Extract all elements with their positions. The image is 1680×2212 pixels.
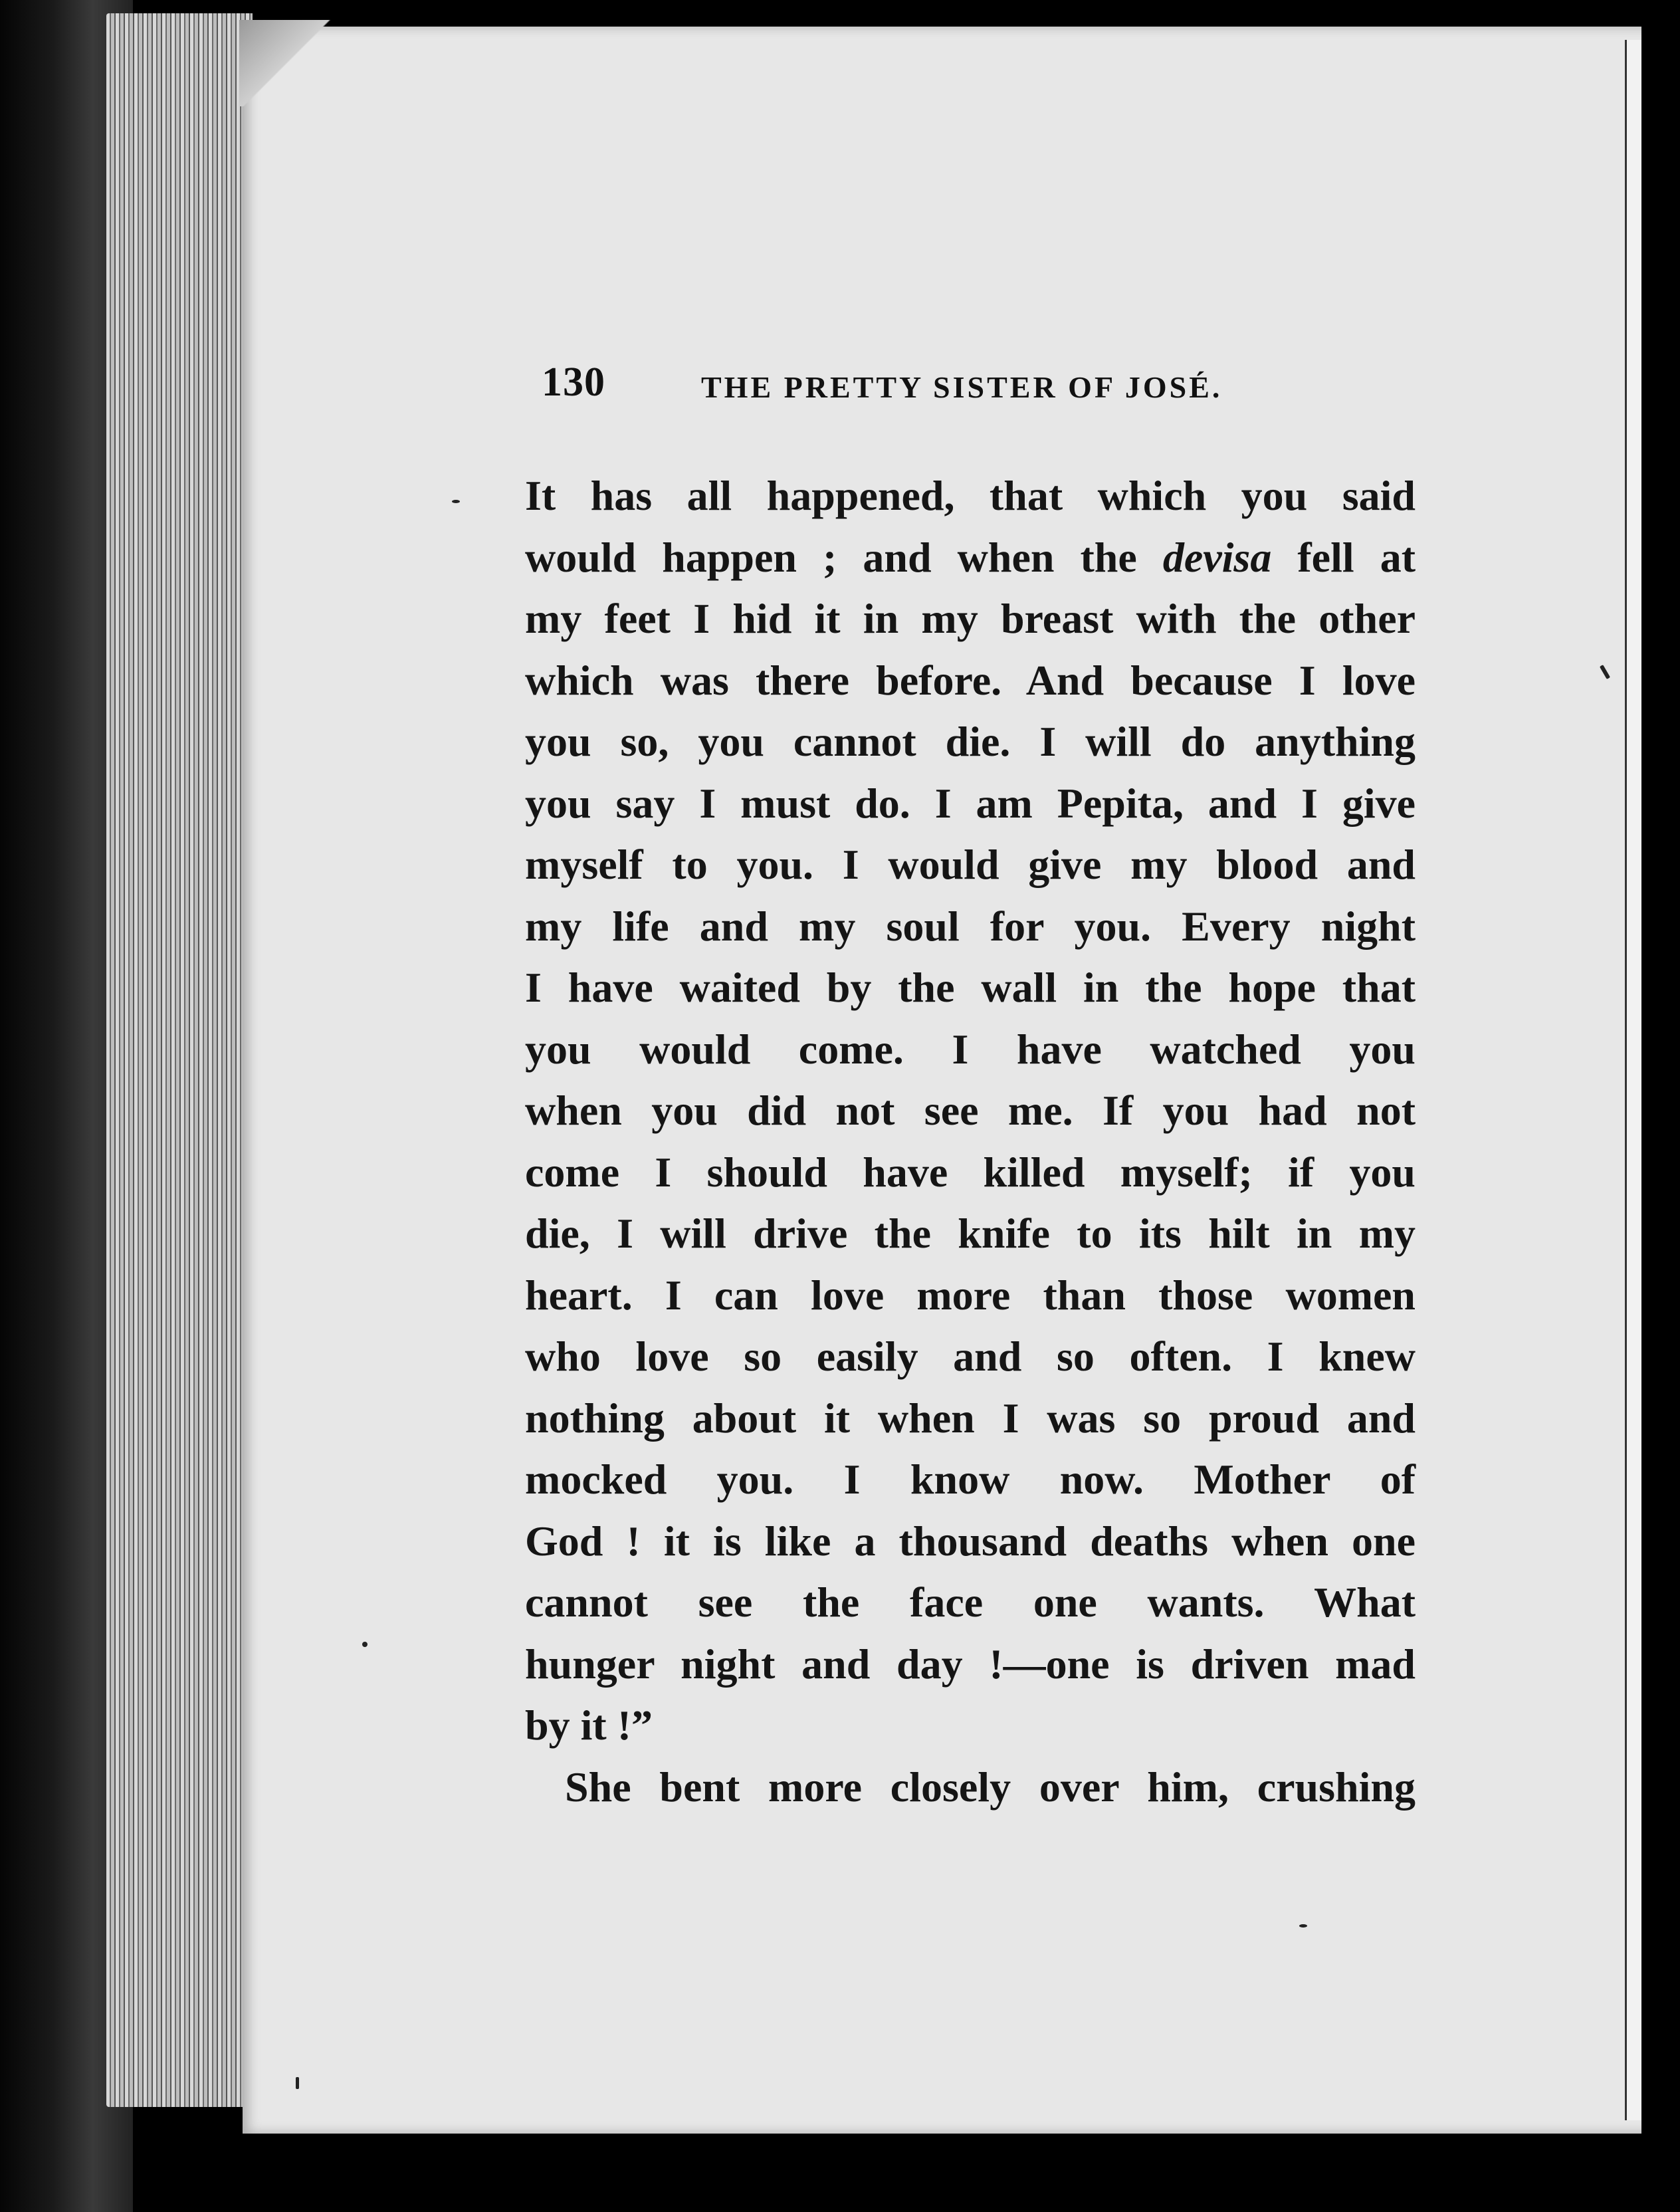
text-line: She bent more closely over him, crushing: [565, 1763, 1416, 1811]
body-text: [525, 465, 1416, 1818]
text-line: you so, you cannot die. I will do anything: [525, 718, 1416, 765]
text-line: come I should have killed myself; if you: [525, 1148, 1416, 1196]
scan-border-right: [1641, 0, 1680, 2212]
text-line: who love so easily and so often. I knew: [525, 1333, 1416, 1380]
text-segment: fell at: [1271, 533, 1416, 581]
text-line: myself to you. I would give my blood and: [525, 841, 1416, 888]
scan-speck: [1299, 1924, 1307, 1928]
running-head: [542, 356, 1273, 409]
text-line: you would come. I have watched you: [525, 1025, 1416, 1073]
italic-word: devisa: [1162, 533, 1272, 581]
text-line: nothing about it when I was so proud and: [525, 1394, 1416, 1442]
running-title: THE PRETTY SISTER OF JOSÉ.: [701, 370, 1223, 404]
scan-speck: [362, 1642, 368, 1647]
text-line: my life and my soul for you. Every night: [525, 902, 1416, 950]
page-stack-edges: [106, 13, 253, 2107]
text-line: It has all happened, that which you said: [525, 472, 1416, 519]
text-line: when you did not see me. If you had not: [525, 1087, 1416, 1134]
page-number: 130: [542, 360, 605, 405]
text-line: [525, 527, 1416, 589]
text-line: cannot see the face one wants. What: [525, 1579, 1416, 1626]
text-segment: would happen ; and when the: [525, 533, 1163, 581]
text-line: which was there before. And because I love: [525, 656, 1416, 704]
text-line: heart. I can love more than those women: [525, 1271, 1416, 1319]
scan-speck: [296, 2077, 299, 2089]
folded-corner: [239, 20, 352, 106]
text-line: you say I must do. I am Pepita, and I give: [525, 779, 1416, 827]
text-line: mocked you. I know now. Mother of: [525, 1456, 1416, 1503]
text-line: my feet I hid it in my breast with the other: [525, 595, 1416, 642]
text-line: hunger night and day !—one is driven mad: [525, 1640, 1416, 1688]
text-line: die, I will drive the knife to its hilt in my: [525, 1210, 1416, 1257]
text-line: by it !”: [525, 1702, 653, 1749]
scan-speck: [452, 500, 460, 503]
text-line: I have waited by the wall in the hope that: [525, 964, 1416, 1011]
text-line: God ! it is like a thousand deaths when one: [525, 1517, 1416, 1565]
